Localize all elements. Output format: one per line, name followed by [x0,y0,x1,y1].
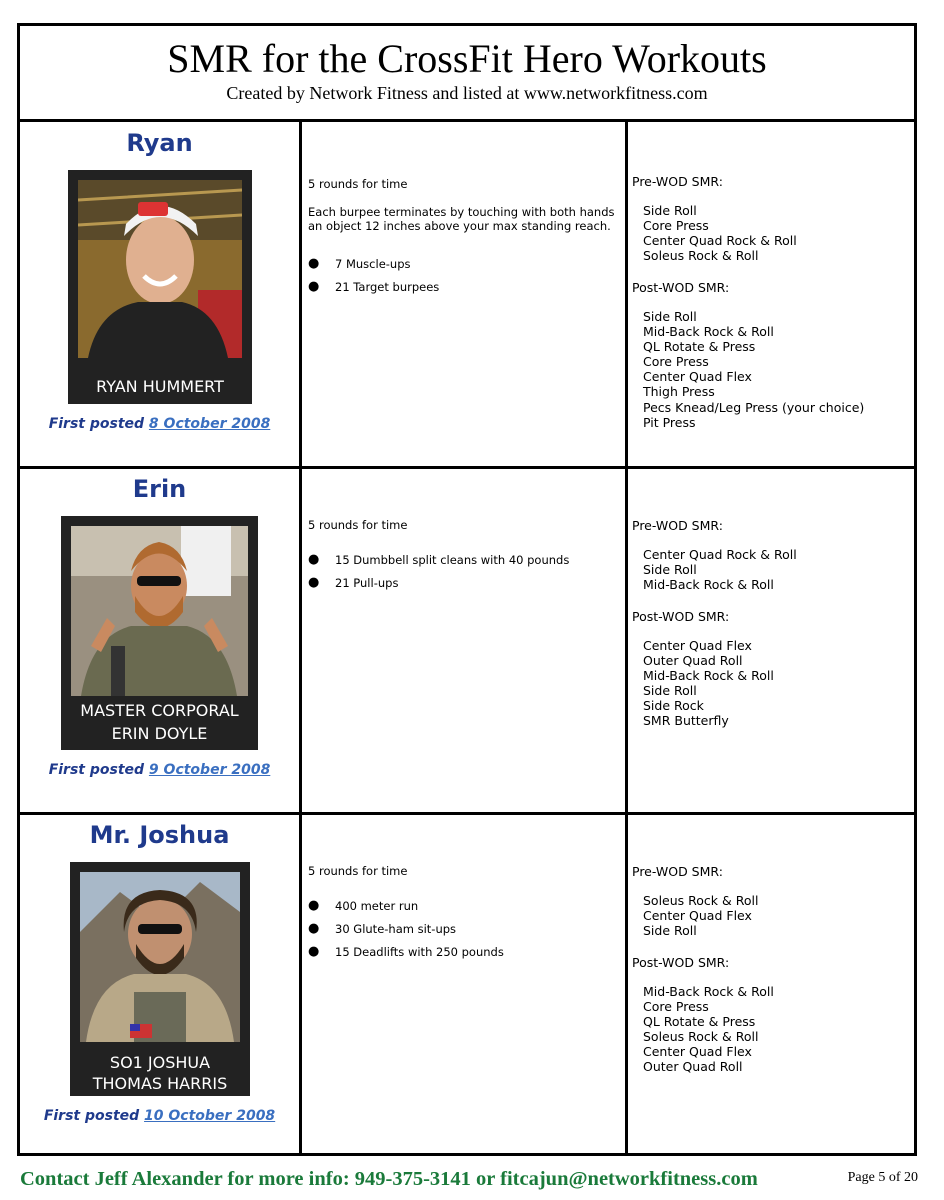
hero-name: Ryan [126,129,193,157]
smr-item: Center Quad Rock & Roll [643,547,797,562]
smr-item: Soleus Rock & Roll [643,893,759,908]
first-posted-label: First posted [43,1108,140,1124]
hero-photo-caption: MASTER CORPORAL [80,701,239,720]
page-subtitle: Created by Network Fitness and listed at www.networkfitness.com [226,83,708,103]
hero-photo-image [80,872,240,1042]
posted-date-link[interactable]: 8 October 2008 [148,416,271,432]
first-posted-label: First posted [48,762,145,778]
post-wod-list [643,309,864,430]
workout-note: Each burpee terminates by touching with both hands an object 12 inches above your max standing reach. [308,205,615,233]
hero-profile [20,814,299,1158]
page-title: SMR for the CrossFit Hero Workouts [167,36,767,81]
posted-date-link[interactable]: 9 October 2008 [148,762,271,778]
smr-item: Center Quad Flex [643,638,752,653]
workout-description: 5 rounds for time ● 400 meter run ● 30 Glute-ham sit-ups ● 15 Deadlifts with 250 pounds [302,814,625,1158]
post-wod-list [643,984,774,1075]
smr-item: Core Press [643,999,709,1015]
first-posted-label: First posted [48,416,145,432]
smr-plan [628,122,914,466]
smr-item: Outer Quad Roll [643,1059,743,1075]
page-number: Page 5 of 20 [847,1170,918,1185]
smr-item: Pecs Knead/Leg Press (your choice) [643,399,865,415]
smr-item: Core Press [643,354,709,370]
post-wod-label: Post-WOD SMR: [632,609,730,624]
smr-item: Side Rock [643,698,704,714]
smr-item: Mid-Back Rock & Roll [643,324,774,340]
hero-photo-image [78,180,242,358]
smr-item: Soleus Rock & Roll [643,1029,759,1045]
bullet-icon: ● [308,256,320,271]
hero-name: Mr. Joshua [89,821,230,849]
smr-item: Center Quad Flex [643,908,752,924]
pre-wod-list [643,893,758,938]
hero-photo [70,862,250,1096]
hero-profile [20,122,299,466]
smr-item: Thigh Press [643,384,715,400]
bullet-icon: ● [308,279,320,294]
pre-wod-label: Pre-WOD SMR: [632,864,723,879]
smr-item: Mid-Back Rock & Roll [643,668,774,684]
smr-item: QL Rotate & Press [643,1014,756,1030]
bullet-icon: ● [308,552,320,567]
smr-plan [628,814,914,1158]
post-wod-label: Post-WOD SMR: [632,955,730,970]
smr-item: Side Roll [643,309,697,324]
workout-description: 5 rounds for time Each burpee terminates by touching with both hands an object 12 inches above your max standing reach. ● 7 Muscle-ups ● 21 Target burpees [302,122,625,466]
workout-description: 5 rounds for time ● 15 Dumbbell split cleans with 40 pounds ● 21 Pull-ups [302,468,625,812]
workout-intro: 5 rounds for time [308,518,408,532]
hero-photo-caption: RYAN HUMMERT [96,377,224,396]
hero-photo-caption: ERIN DOYLE [111,724,208,743]
hero-photo-caption: THOMAS HARRIS [92,1074,228,1093]
hero-row-ryan [20,122,914,466]
hero-photo-caption: SO1 JOSHUA [109,1053,211,1072]
workout-intro: 5 rounds for time [308,177,408,191]
pre-wod-list [643,547,797,592]
smr-item: Pit Press [643,414,696,430]
hero-photo [61,516,258,750]
page-frame [17,23,917,1156]
smr-item: Center Quad Flex [643,1044,752,1060]
smr-item: Side Roll [643,562,697,578]
footer-contact: Contact Jeff Alexander for more info: 949-375-3141 or fitcajun@networkfitness.com [20,1168,758,1190]
bullet-icon: ● [308,898,320,913]
hero-row-joshua [20,814,914,1158]
pre-wod-label: Pre-WOD SMR: [632,518,723,533]
hero-name: Erin [132,475,187,503]
bullet-icon: ● [308,921,320,936]
smr-item: Core Press [643,218,709,234]
smr-item: Center Quad Flex [643,369,752,385]
bullet-icon: ● [308,575,320,590]
first-posted [20,762,299,778]
smr-item: Mid-Back Rock & Roll [643,577,774,593]
smr-item: Side Roll [643,203,697,218]
smr-item: QL Rotate & Press [643,339,756,355]
smr-item: Mid-Back Rock & Roll [643,984,774,999]
smr-item: SMR Butterfly [643,713,729,729]
smr-item: Outer Quad Roll [643,653,743,669]
page-header [20,26,914,122]
post-wod-label: Post-WOD SMR: [632,280,730,295]
pre-wod-list [643,203,797,263]
hero-profile [20,468,299,812]
posted-date-link[interactable]: 10 October 2008 [144,1108,276,1124]
post-wod-list [643,638,774,729]
smr-item: Side Roll [643,923,697,939]
smr-item: Side Roll [643,683,697,699]
bullet-icon: ● [308,944,320,959]
pre-wod-label: Pre-WOD SMR: [632,174,723,189]
hero-photo [68,170,252,404]
smr-item: Soleus Rock & Roll [643,248,759,264]
first-posted [20,1108,299,1124]
hero-row-erin [20,468,914,812]
workout-intro: 5 rounds for time [308,864,408,878]
hero-photo-image [71,526,248,696]
first-posted [20,416,299,432]
smr-plan [628,468,914,812]
smr-item: Center Quad Rock & Roll [643,233,797,249]
